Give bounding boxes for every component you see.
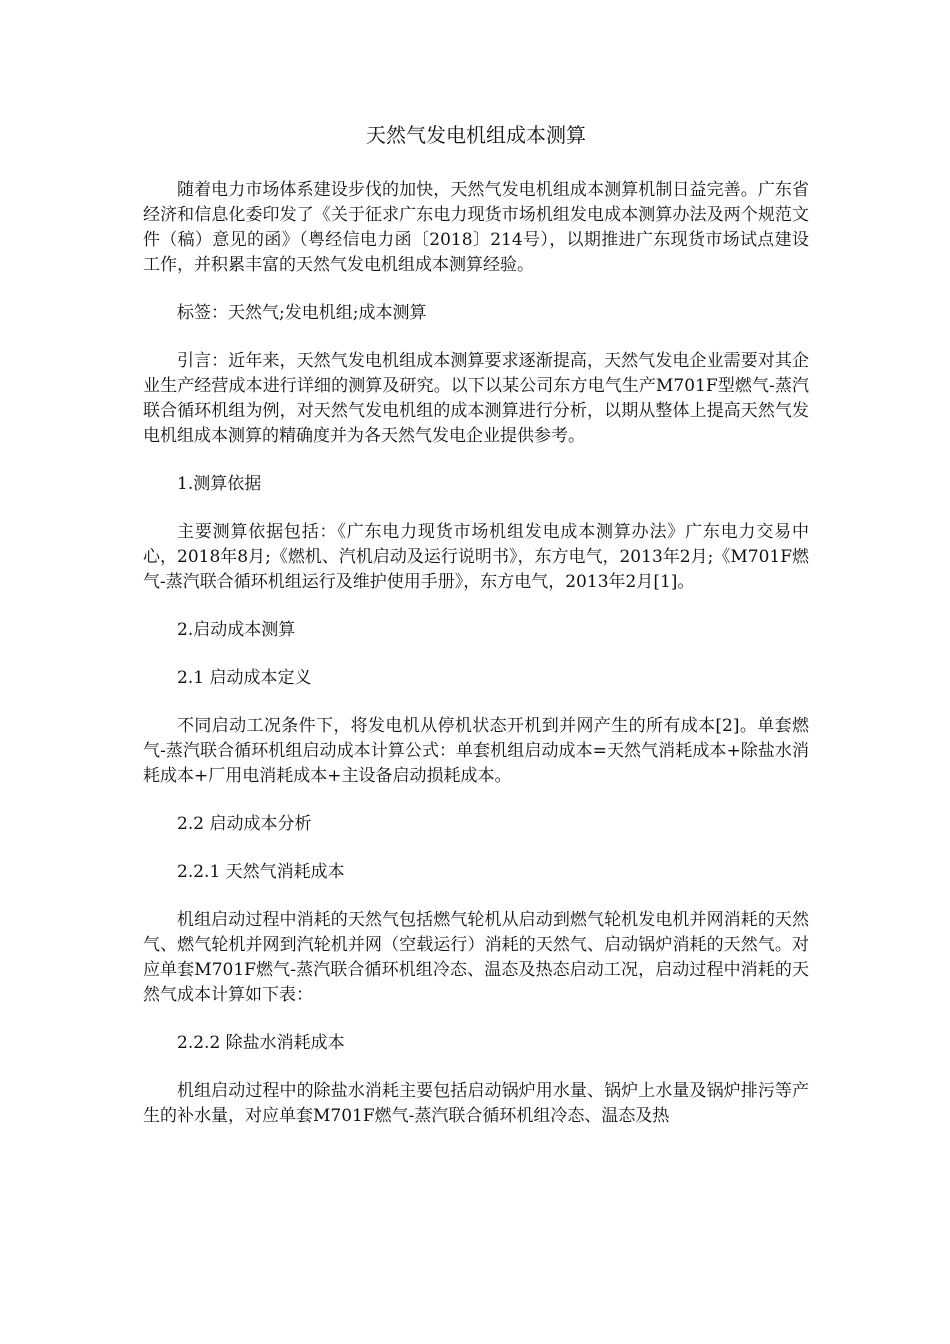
- section-heading-2-2-1: 2.2.1 天然气消耗成本: [177, 862, 345, 882]
- keywords-paragraph: 标签：天然气;发电机组;成本测算: [177, 303, 427, 323]
- document-title: 天然气发电机组成本测算: [366, 123, 586, 147]
- introduction-paragraph: 引言：近年来，天然气发电机组成本测算要求逐渐提高，天然气发电企业需要对其企业生产经营成本进行详细的测算及研究。以下以某公司东方电气生产M701F型燃气-蒸汽联合循环机组为例，对天然气发电机组的成本测算进行分析，以期从整体上提高天然气发电机组成本测算的精确度并为各天然气发电企业提供参考。: [143, 351, 809, 446]
- section-heading-2-2: 2.2 启动成本分析: [177, 814, 312, 834]
- abstract-paragraph: 随着电力市场体系建设步伐的加快，天然气发电机组成本测算机制日益完善。广东省经济和信息化委印发了《关于征求广东电力现货市场机组发电成本测算办法及两个规范文件（稿）意见的函》（粤经信电力函〔2018〕214号），以期推进广东现货市场试点建设工作，并积累丰富的天然气发电机组成本测算经验。: [143, 180, 809, 275]
- section-heading-2: 2.启动成本测算: [177, 620, 296, 640]
- definition-paragraph: 不同启动工况条件下，将发电机从停机状态开机到并网产生的所有成本[2]。单套燃气-蒸汽联合循环机组启动成本计算公式：单套机组启动成本=天然气消耗成本+除盐水消耗成本+厂用电消耗成本+主设备启动损耗成本。: [143, 716, 809, 786]
- basis-paragraph: 主要测算依据包括：《广东电力现货市场机组发电成本测算办法》广东电力交易中心，2018年8月;《燃机、汽机启动及运行说明书》，东方电气，2013年2月;《M701F燃气-蒸汽联合循环机组运行及维护使用手册》，东方电气，2013年2月[1]。: [143, 522, 809, 592]
- section-heading-2-2-2: 2.2.2 除盐水消耗成本: [177, 1033, 345, 1053]
- water-cost-paragraph: 机组启动过程中的除盐水消耗主要包括启动锅炉用水量、锅炉上水量及锅炉排污等产生的补水量，对应单套M701F燃气-蒸汽联合循环机组冷态、温态及热: [143, 1081, 809, 1126]
- gas-cost-paragraph: 机组启动过程中消耗的天然气包括燃气轮机从启动到燃气轮机发电机并网消耗的天然气、燃气轮机并网到汽轮机并网（空载运行）消耗的天然气、启动锅炉消耗的天然气。对应单套M701F燃气-蒸汽联合循环机组冷态、温态及热态启动工况，启动过程中消耗的天然气成本计算如下表：: [143, 910, 809, 1005]
- document-page: [143, 118, 809, 1152]
- section-heading-1: 1.测算依据: [177, 474, 262, 494]
- section-heading-2-1: 2.1 启动成本定义: [177, 668, 312, 688]
